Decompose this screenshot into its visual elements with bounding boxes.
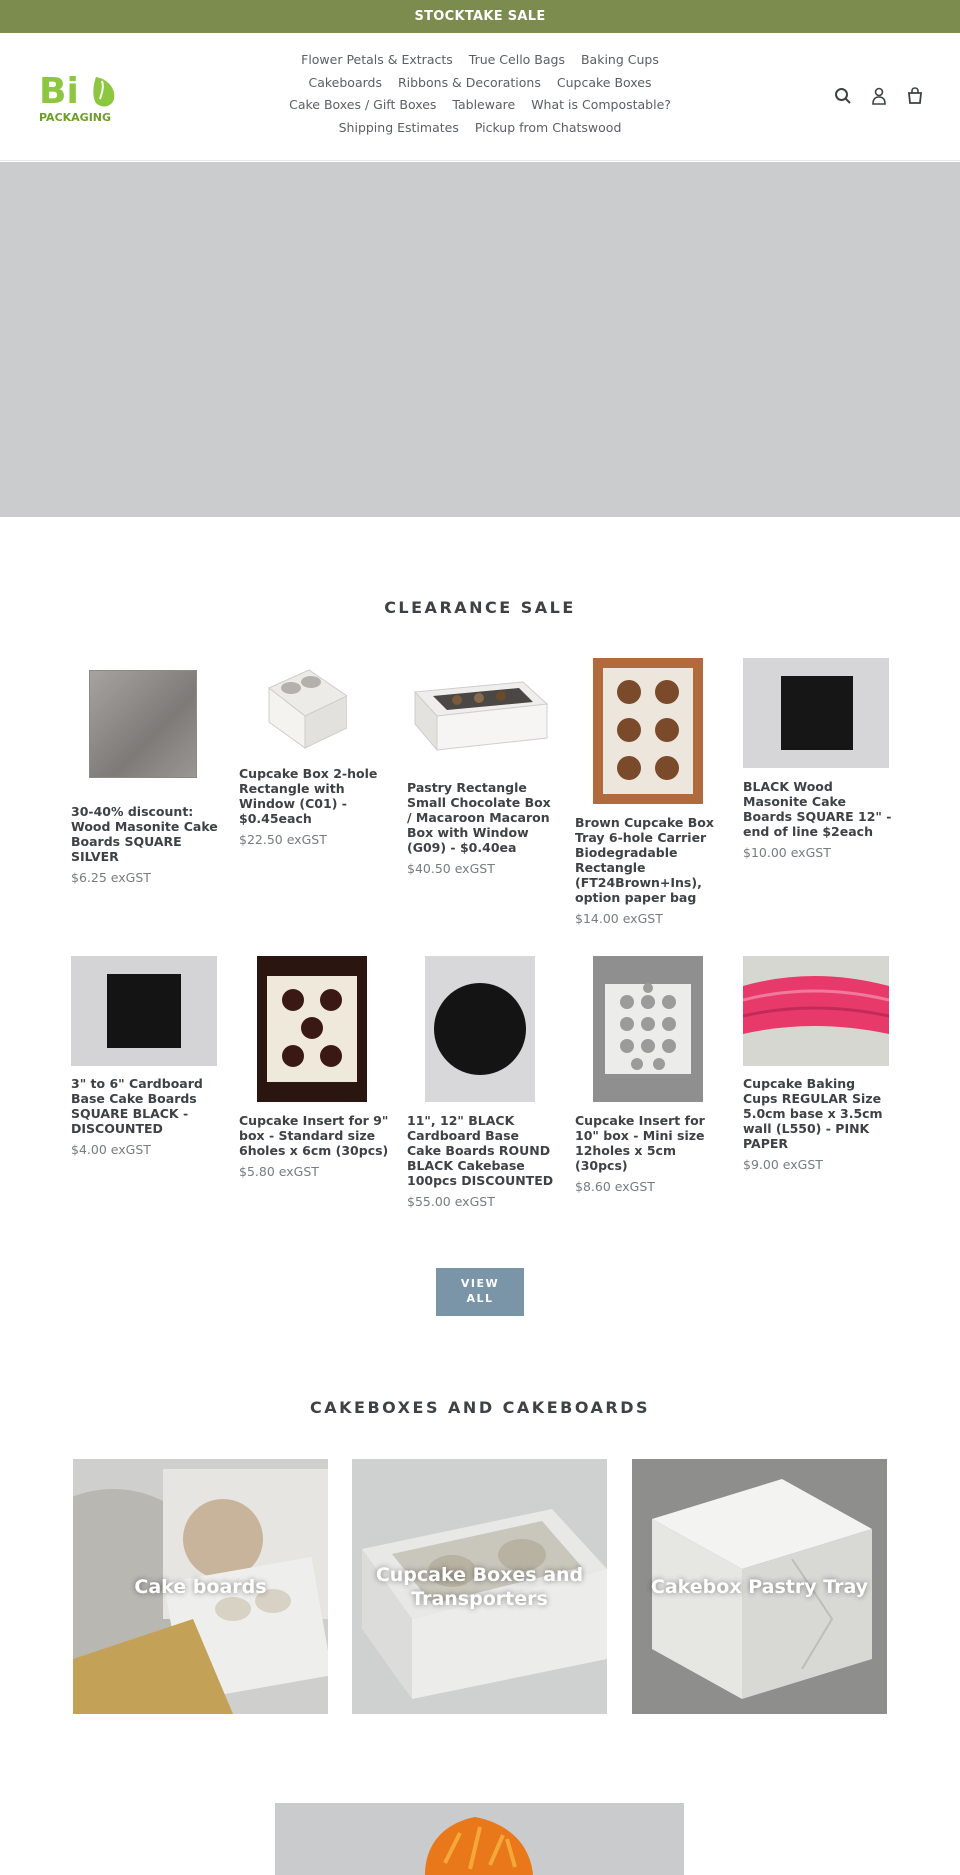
product-title[interactable]: Cupcake Insert for 9" box - Standard size 6holes x 6cm (30pcs) <box>239 1113 389 1158</box>
view-all-label-line2: ALL <box>466 1292 494 1305</box>
header-icons <box>832 85 926 107</box>
nav-item-true-cello-bags[interactable]: True Cello Bags <box>468 52 565 67</box>
logo-text: Bi <box>39 71 79 112</box>
collection-label[interactable]: Cake boards <box>134 1575 267 1598</box>
announcement-bar[interactable] <box>0 0 960 33</box>
site-header <box>0 33 960 161</box>
product-image[interactable] <box>593 956 703 1102</box>
collection-label[interactable]: Cupcake Boxes and Transporters <box>375 1563 584 1610</box>
product-price: $55.00 exGST <box>407 1194 495 1209</box>
nav-item-shipping[interactable]: Shipping Estimates <box>338 119 459 135</box>
product-title[interactable]: Cupcake Baking Cups REGULAR Size 5.0cm base x 3.5cm wall (L550) - PINK PAPER <box>743 1076 883 1151</box>
product-price: $5.80 exGST <box>239 1164 319 1179</box>
product-image[interactable] <box>89 670 197 778</box>
product-title[interactable]: BLACK Wood Masonite Cake Boards SQUARE 12" - end of line $2each <box>743 779 892 839</box>
logo-subtext: PACKAGING <box>39 111 112 124</box>
cakeboxes-title: CAKEBOXES AND CAKEBOARDS <box>310 1398 650 1417</box>
product-image[interactable] <box>239 658 347 762</box>
product-title[interactable]: 3" to 6" Cardboard Base Cake Boards SQUARE BLACK - DISCOUNTED <box>71 1076 203 1136</box>
product-image[interactable] <box>71 956 217 1066</box>
product-image[interactable] <box>743 956 889 1066</box>
product-title[interactable]: Pastry Rectangle Small Chocolate Box / Macaroon Macaron Box with Window (G09) - $0.40ea <box>407 780 551 855</box>
announcement-text[interactable]: STOCKTAKE SALE <box>414 9 546 24</box>
nav-item-compostable[interactable]: What is Compostable? <box>531 97 671 112</box>
product-title[interactable]: Cupcake Insert for 10" box - Mini size 12holes x 5cm (30pcs) <box>575 1113 705 1173</box>
view-all-button[interactable] <box>436 1268 524 1316</box>
search-icon[interactable] <box>832 85 854 107</box>
product-title[interactable]: 11", 12" BLACK Cardboard Base Cake Boards ROUND BLACK Cakebase 100pcs DISCOUNTED <box>407 1113 554 1188</box>
nav-item-cupcake-boxes[interactable]: Cupcake Boxes <box>556 74 652 90</box>
account-icon[interactable] <box>868 85 890 107</box>
product-price: $4.00 exGST <box>71 1142 151 1157</box>
product-price: $6.25 exGST <box>71 870 151 885</box>
nav-item-baking-cups[interactable]: Baking Cups <box>580 52 659 67</box>
featured-image[interactable] <box>275 1803 684 1875</box>
product-price: $9.00 exGST <box>743 1157 823 1172</box>
collection-card-cakebox-pastry-tray[interactable] <box>632 1459 887 1714</box>
product-title[interactable]: Brown Cupcake Box Tray 6-hole Carrier Biodegradable Rectangle (FT24Brown+Ins), option paper bag <box>575 815 714 905</box>
view-all-label-line1: VIEW <box>460 1277 500 1290</box>
product-price: $22.50 exGST <box>239 832 327 847</box>
product-image[interactable] <box>425 956 535 1102</box>
collection-card-cake-boards[interactable] <box>73 1459 328 1714</box>
product-price: $40.50 exGST <box>407 861 495 876</box>
main-nav <box>250 49 710 139</box>
product-title[interactable]: 30-40% discount: Wood Masonite Cake Boards SQUARE SILVER <box>71 804 218 864</box>
product-image[interactable] <box>593 658 703 804</box>
cart-icon[interactable] <box>904 85 926 107</box>
product-title[interactable]: Cupcake Box 2-hole Rectangle with Window (C01) - $0.45each <box>239 766 378 826</box>
collection-label[interactable]: Cakebox Pastry Tray <box>650 1575 869 1598</box>
product-image[interactable] <box>407 658 550 778</box>
nav-item-cake-boxes[interactable]: Cake Boxes / Gift Boxes <box>289 97 437 112</box>
product-price: $10.00 exGST <box>743 845 831 860</box>
product-price: $14.00 exGST <box>575 911 663 926</box>
nav-item-cakeboards[interactable]: Cakeboards <box>308 74 382 90</box>
nav-item-tableware[interactable]: Tableware <box>452 97 516 112</box>
nav-item-ribbons[interactable]: Ribbons & Decorations <box>397 74 541 90</box>
product-price: $8.60 exGST <box>575 1179 655 1194</box>
clearance-title: CLEARANCE SALE <box>384 598 576 617</box>
hero-banner[interactable] <box>0 162 960 517</box>
logo[interactable] <box>38 69 122 125</box>
nav-item-flower-petals[interactable]: Flower Petals & Extracts <box>301 52 453 67</box>
nav-item-pickup[interactable]: Pickup from Chatswood <box>474 119 622 135</box>
collection-card-cupcake-boxes[interactable] <box>352 1459 607 1714</box>
product-image[interactable] <box>743 658 889 768</box>
product-image[interactable] <box>257 956 367 1102</box>
